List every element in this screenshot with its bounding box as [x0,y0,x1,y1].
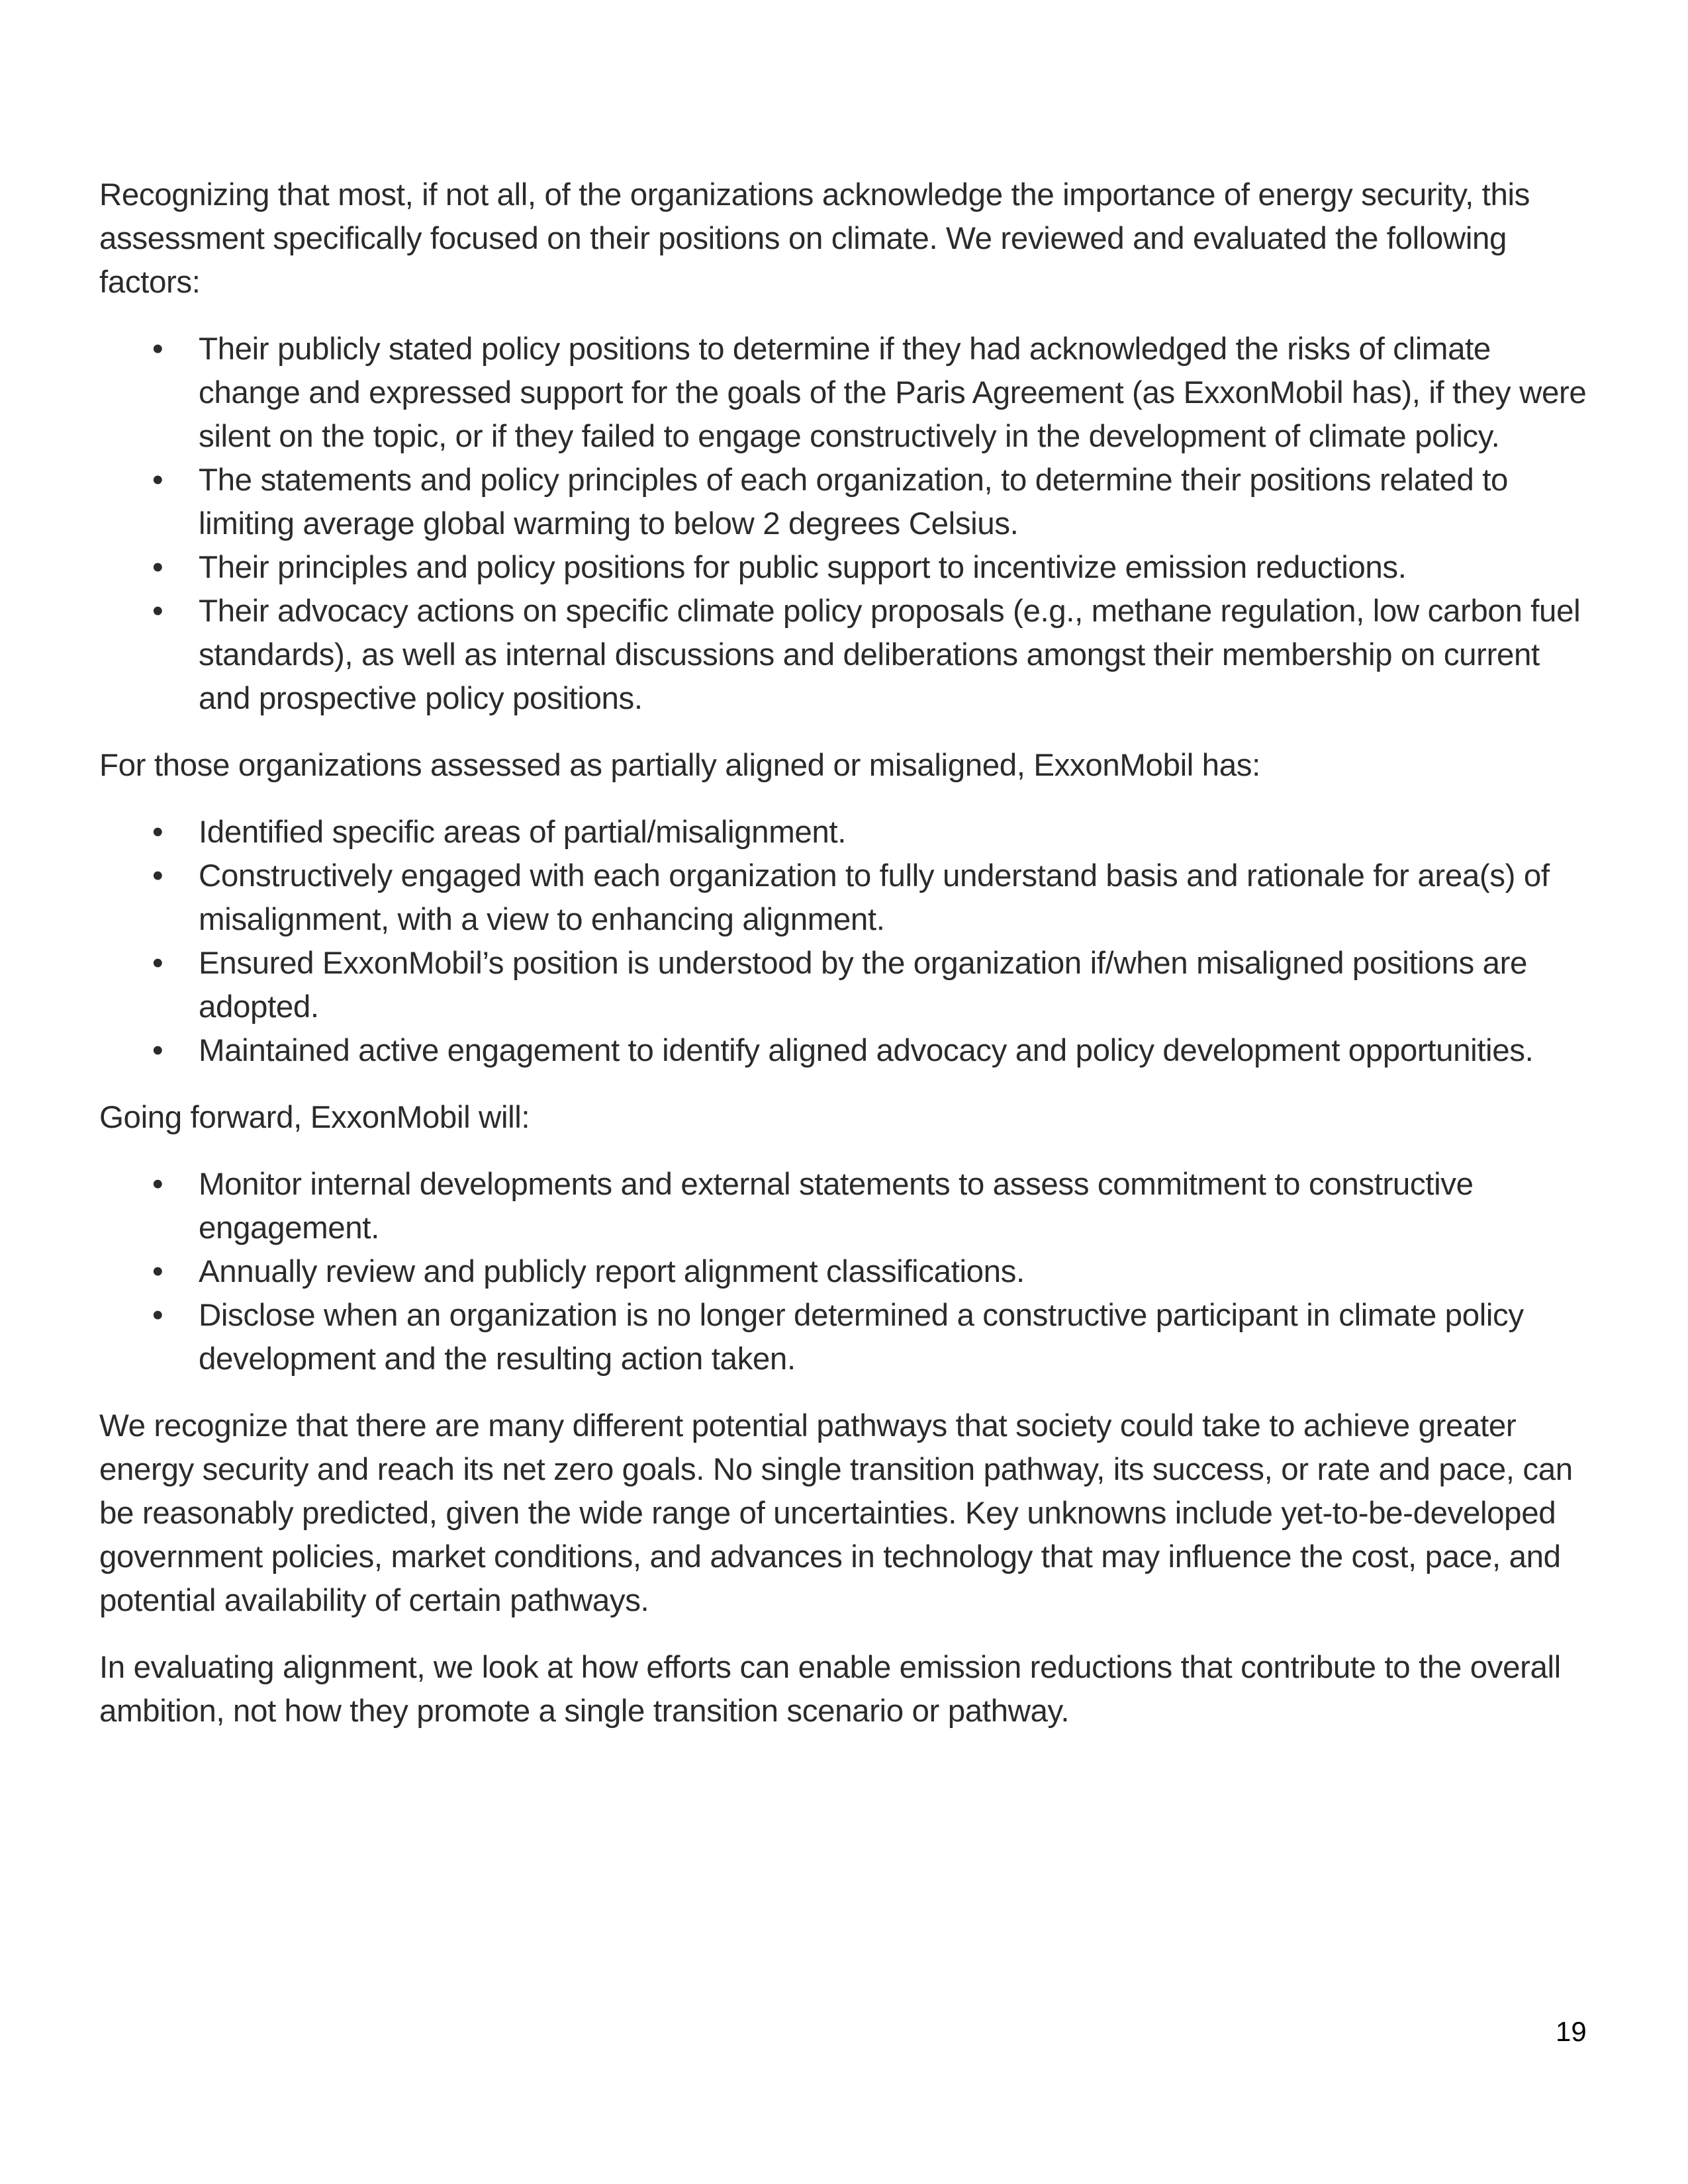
list-item-text: Constructively engaged with each organization to fully understand basis and rationale for area(s) of misalignment, with a view to enhancing alignment. [199,858,1550,937]
bullet-icon: • [152,1254,164,1289]
bullet-icon: • [152,815,164,850]
forward-actions-list [99,1163,1589,1381]
list-item [99,1163,1589,1250]
list-item [99,546,1589,590]
misaligned-intro-paragraph: For those organizations assessed as partially aligned or misaligned, ExxonMobil has: [99,748,1260,783]
page-number: 19 [1556,2016,1587,2047]
document-body [99,173,1589,1756]
bullet-icon: • [152,858,164,893]
bullet-icon: • [152,594,164,629]
intro-paragraph: Recognizing that most, if not all, of the organizations acknowledge the importance of energy security, this assessment specifically focused on their positions on climate. We reviewed and evaluated the following factors: [99,177,1530,300]
bullet-icon: • [152,1033,164,1068]
list-item-text: Their publicly stated policy positions to determine if they had acknowledged the risks of climate change and expressed support for the goals of the Paris Agreement (as ExxonMobil has), if they were silent on the topic, or if they failed to engage constructively in the development of climate policy. [199,332,1587,454]
list-item-text: Disclose when an organization is no longer determined a constructive participant in climate policy development and the resulting action taken. [199,1298,1524,1377]
list-item [99,1250,1589,1294]
list-item [99,1029,1589,1073]
bullet-icon: • [152,463,164,498]
list-item-text: Their principles and policy positions for public support to incentivize emission reductions. [199,550,1407,585]
list-item [99,1294,1589,1381]
list-item [99,459,1589,546]
pathways-paragraph: We recognize that there are many different potential pathways that society could take to achieve greater energy security and reach its net zero goals. No single transition pathway, its success, or rate and pace, can be reasonably predicted, given the wide range of uncertainties. Key unknowns include yet-to-be-developed government policies, market conditions, and advances in technology that may influence the cost, pace, and potential availability of certain pathways. [99,1408,1573,1618]
list-item [99,854,1589,942]
list-item-text: The statements and policy principles of each organization, to determine their positions related to limiting average global warming to below 2 degrees Celsius. [199,463,1509,541]
list-item-text: Monitor internal developments and external statements to assess commitment to constructive engagement. [199,1167,1474,1246]
bullet-icon: • [152,1298,164,1333]
list-item-text: Ensured ExxonMobil’s position is understood by the organization if/when misaligned positions are adopted. [199,946,1528,1024]
bullet-icon: • [152,946,164,981]
bullet-icon: • [152,550,164,585]
factors-list [99,328,1589,721]
list-item-text: Annually review and publicly report alignment classifications. [199,1254,1025,1289]
list-item [99,811,1589,854]
bullet-icon: • [152,332,164,367]
misaligned-actions-list [99,811,1589,1073]
list-item-text: Identified specific areas of partial/misalignment. [199,815,846,850]
list-item [99,942,1589,1029]
bullet-icon: • [152,1167,164,1202]
list-item [99,590,1589,721]
forward-intro-paragraph: Going forward, ExxonMobil will: [99,1100,530,1135]
list-item [99,328,1589,459]
list-item-text: Their advocacy actions on specific climate policy proposals (e.g., methane regulation, low carbon fuel standards), as well as internal discussions and deliberations amongst their membership on current and prospective policy positions. [199,594,1581,716]
list-item-text: Maintained active engagement to identify aligned advocacy and policy development opportunities. [199,1033,1534,1068]
alignment-paragraph: In evaluating alignment, we look at how efforts can enable emission reductions that contribute to the overall ambition, not how they promote a single transition scenario or pathway. [99,1650,1561,1729]
